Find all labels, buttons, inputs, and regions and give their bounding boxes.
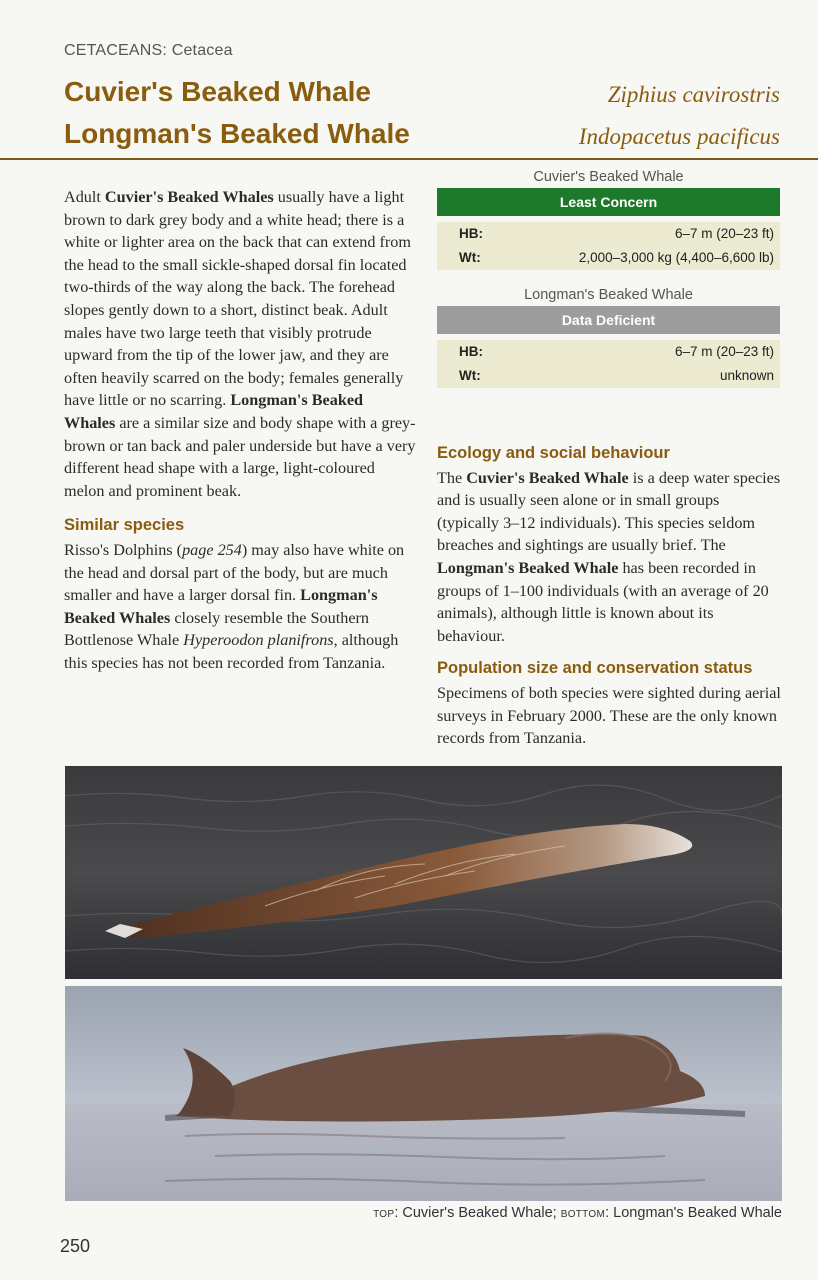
population-heading: Population size and conservation status [437,659,753,678]
photo-longmans-beaked-whale [65,986,782,1201]
title-longmans: Longman's Beaked Whale [64,118,410,149]
whale-photo-top [65,766,782,979]
ecology-paragraph: The Cuvier's Beaked Whale is a deep water species and is usually seen alone or in small groups (typically 3–12 individuals). This species seldom breaches and sightings are usually brief. The Longman's Beaked Whale has been recorded in groups of 1–100 individuals (with an average of 20 animals), although little is known about its behaviour. [437,468,781,645]
hb-row: HB: 6–7 m (20–23 ft) [437,222,780,246]
status-badge: Least Concern [437,188,780,216]
scientific-name-cuviers: Ziphius cavirostris [607,82,780,107]
status-caption: Cuvier's Beaked Whale [533,169,684,185]
photo-caption: TOP: Cuvier's Beaked Whale; BOTTOM: Longman's Beaked Whale [373,1205,782,1221]
status-box-longmans [437,284,780,388]
title-cuviers: Cuvier's Beaked Whale [64,76,372,107]
left-column [64,186,416,674]
hb-row: HB: 6–7 m (20–23 ft) [437,340,780,364]
scientific-name-longmans: Indopacetus pacificus [578,124,780,149]
right-column [437,436,785,750]
ecology-heading: Ecology and social behaviour [437,444,670,462]
wt-row: Wt: 2,000–3,000 kg (4,400–6,600 lb) [437,246,780,270]
photo-cuviers-beaked-whale [65,766,782,979]
description-paragraph: Adult Cuvier's Beaked Whales usually have a light brown to dark grey body and a white head; there is a white or lighter area on the back that can extend from the head to the small sickle-shaped dorsal fin located two-thirds of the way along the back. The forehead slopes gently down to a short, distinct beak. Adult males have two large teeth that visibly protrude upward from the tip of the lower jaw, and they are often heavily scarred on the body; females generally have little or no scarring. Longman's Beaked Whales are a similar size and body shape with a grey-brown or tan back and paler underside but have a very different head shape with a large, light-coloured melon and prominent beak. [64,188,416,500]
status-badge: Data Deficient [437,306,780,334]
header-rule [0,158,818,160]
section-label: CETACEANS: Cetacea [64,42,233,59]
similar-species-paragraph: Risso's Dolphins (page 254) may also have white on the head and dorsal part of the body, but are much smaller and have a larger dorsal fin. Longman's Beaked Whales closely resemble the Southern Bottlenose Whale Hyperoodon planifrons, although this species has not been recorded from Tanzania. [64,540,405,672]
whale-photo-bottom [65,986,782,1201]
wt-row: Wt: unknown [437,364,780,388]
similar-species-heading: Similar species [64,516,185,535]
status-caption: Longman's Beaked Whale [524,287,693,303]
page-number: 250 [60,1236,91,1256]
population-paragraph: Specimens of both species were sighted during aerial surveys in February 2000. These are the only known records from Tanzania. [437,683,781,748]
status-box-cuviers [437,166,780,270]
